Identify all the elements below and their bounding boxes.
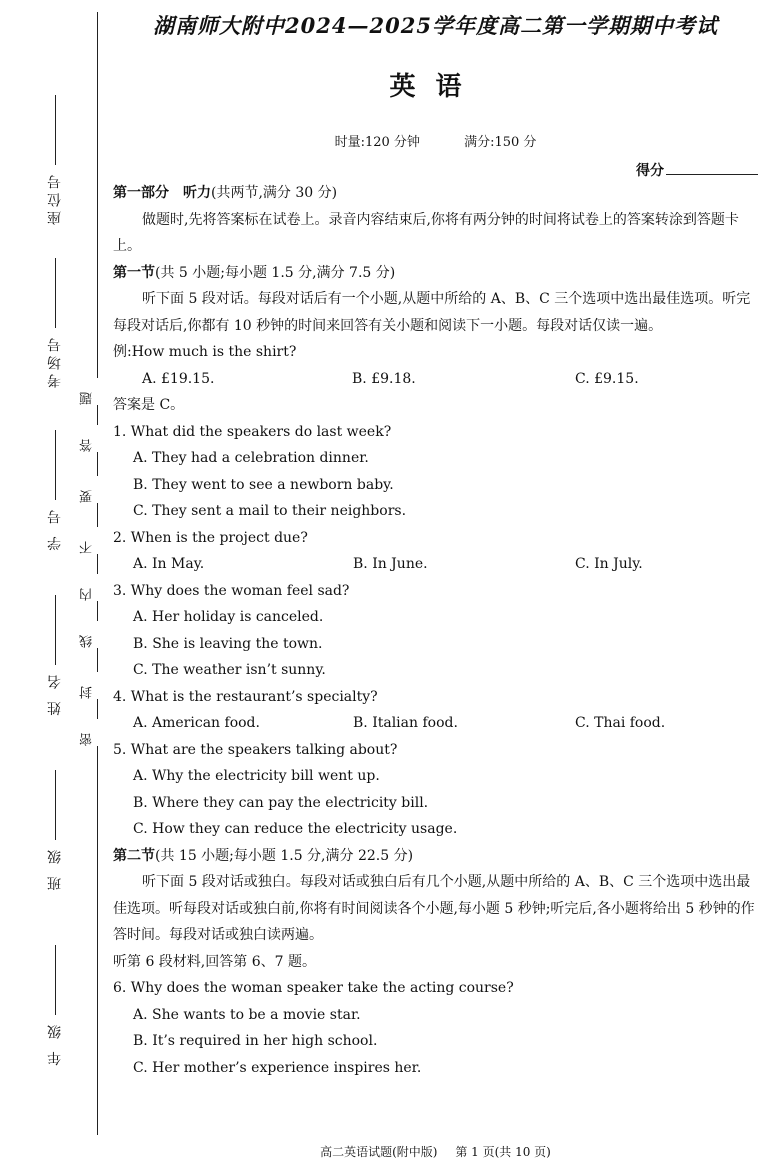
option: B. They went to see a newborn baby. [133, 476, 394, 493]
part1-heading: 第一节(共 5 小题;每小题 1.5 分,满分 7.5 分) [113, 264, 396, 281]
name-label: 姓 名 [47, 671, 63, 716]
name-field[interactable] [32, 595, 78, 715]
binding-margin [0, 0, 100, 1175]
time-limit: 时量:120 分钟 [334, 135, 420, 150]
exam-room-label: 考场号 [47, 334, 63, 388]
option: C. In July. [575, 556, 643, 572]
option: A. American food. [133, 715, 260, 731]
example-options [113, 366, 758, 393]
option: B. £9.18. [352, 370, 416, 387]
option: B. It’s required in her high school. [133, 1033, 378, 1049]
seal-char: 密 [78, 719, 98, 746]
option: C. How they can reduce the electricity usage. [133, 821, 458, 837]
seal-char: 封 [78, 672, 98, 699]
option: C. Thai food. [575, 715, 666, 731]
school-title: 湖南师大附中2024—2025学年度高二第一学期期中考试 [153, 13, 718, 38]
exam-room-field[interactable] [32, 258, 78, 388]
score-blank[interactable] [666, 174, 758, 175]
option: A. They had a celebration dinner. [133, 450, 369, 466]
question-4: 4. What is the restaurant’s specialty? [113, 688, 378, 705]
example-answer: 答案是 C。 [113, 397, 185, 413]
exam-meta [113, 131, 758, 150]
option: B. In June. [353, 556, 428, 572]
seal-char: 题 [78, 378, 98, 405]
exam-page [113, 10, 758, 1081]
seal-char: 内 [78, 574, 98, 601]
question-6: 6. Why does the woman speaker take the acting course? [113, 980, 514, 996]
option: C. They sent a mail to their neighbors. [133, 503, 407, 519]
option: B. Italian food. [353, 715, 458, 731]
option: B. Where they can pay the electricity bill. [133, 794, 429, 811]
question-1: 1. What did the speakers do last week? [113, 423, 392, 440]
seal-char: 线 [78, 621, 98, 648]
subject-title: 英语 [389, 72, 482, 102]
page-footer [113, 1143, 758, 1160]
section1-heading: 第一部分 听力(共两节,满分 30 分) [113, 185, 338, 201]
part1-instructions: 听下面 5 段对话。每段对话后有一个小题,从题中所给的 A、B、C 三个选项中选出最佳选项。听完每段对话后,你都有 10 秒钟的时间来回答有关小题和阅读下一小题。每段对话仅读一遍。 [113, 291, 751, 334]
grade-label: 年 级 [47, 1021, 63, 1066]
seal-char: 答 [78, 425, 98, 452]
student-id-label: 学 号 [47, 506, 63, 551]
section1-intro: 做题时,先将答案标在试卷上。录音内容结束后,你将有两分钟的时间将试卷上的答案转涂到答题卡上。 [113, 211, 739, 254]
part2-heading: 第二节(共 15 小题;每小题 1.5 分,满分 22.5 分) [113, 847, 414, 864]
option: A. Her holiday is canceled. [133, 609, 324, 625]
option: B. She is leaving the town. [133, 635, 323, 652]
option: C. Her mother’s experience inspires her. [133, 1059, 422, 1076]
option: C. The weather isn’t sunny. [133, 662, 326, 678]
page-number: 第 1 页(共 10 页) [455, 1145, 551, 1159]
student-id-field[interactable] [32, 430, 78, 550]
question-2: 2. When is the project due? [113, 529, 308, 546]
total-score: 满分:150 分 [464, 135, 537, 150]
seal-char: 不 [78, 527, 98, 554]
class-field[interactable] [32, 770, 78, 890]
seat-number-label: 座位号 [47, 171, 63, 225]
score-box [113, 160, 758, 180]
material-note: 听第 6 段材料,回答第 6、7 题。 [113, 953, 316, 970]
exam-name: 高二英语试题(附中版) [320, 1145, 438, 1159]
question-4-options [113, 710, 758, 737]
question-2-options [113, 551, 758, 578]
part2-instructions: 听下面 5 段对话或独白。每段对话或独白后有几个小题,从题中所给的 A、B、C 三个选项中选出最佳选项。听每段对话或独白前,你将有时间阅读各个小题,每小题 5 秒钟;听完后,各小题将给出 5 秒钟的作答时间。每段对话或独白读两遍。 [113, 874, 755, 943]
class-label: 班 级 [47, 846, 63, 891]
grade-field[interactable] [32, 945, 78, 1065]
option: A. She wants to be a movie star. [133, 1006, 361, 1023]
option: A. £19.15. [142, 370, 215, 387]
option: C. £9.15. [575, 370, 639, 387]
seal-char: 要 [78, 476, 98, 503]
seat-number-field[interactable] [32, 95, 78, 225]
question-3: 3. Why does the woman feel sad? [113, 582, 350, 599]
question-5: 5. What are the speakers talking about? [113, 741, 398, 758]
score-label: 得分 [636, 163, 664, 179]
option: A. In May. [133, 556, 205, 572]
option: A. Why the electricity bill went up. [133, 768, 380, 784]
example-question: 例:How much is the shirt? [113, 344, 297, 360]
